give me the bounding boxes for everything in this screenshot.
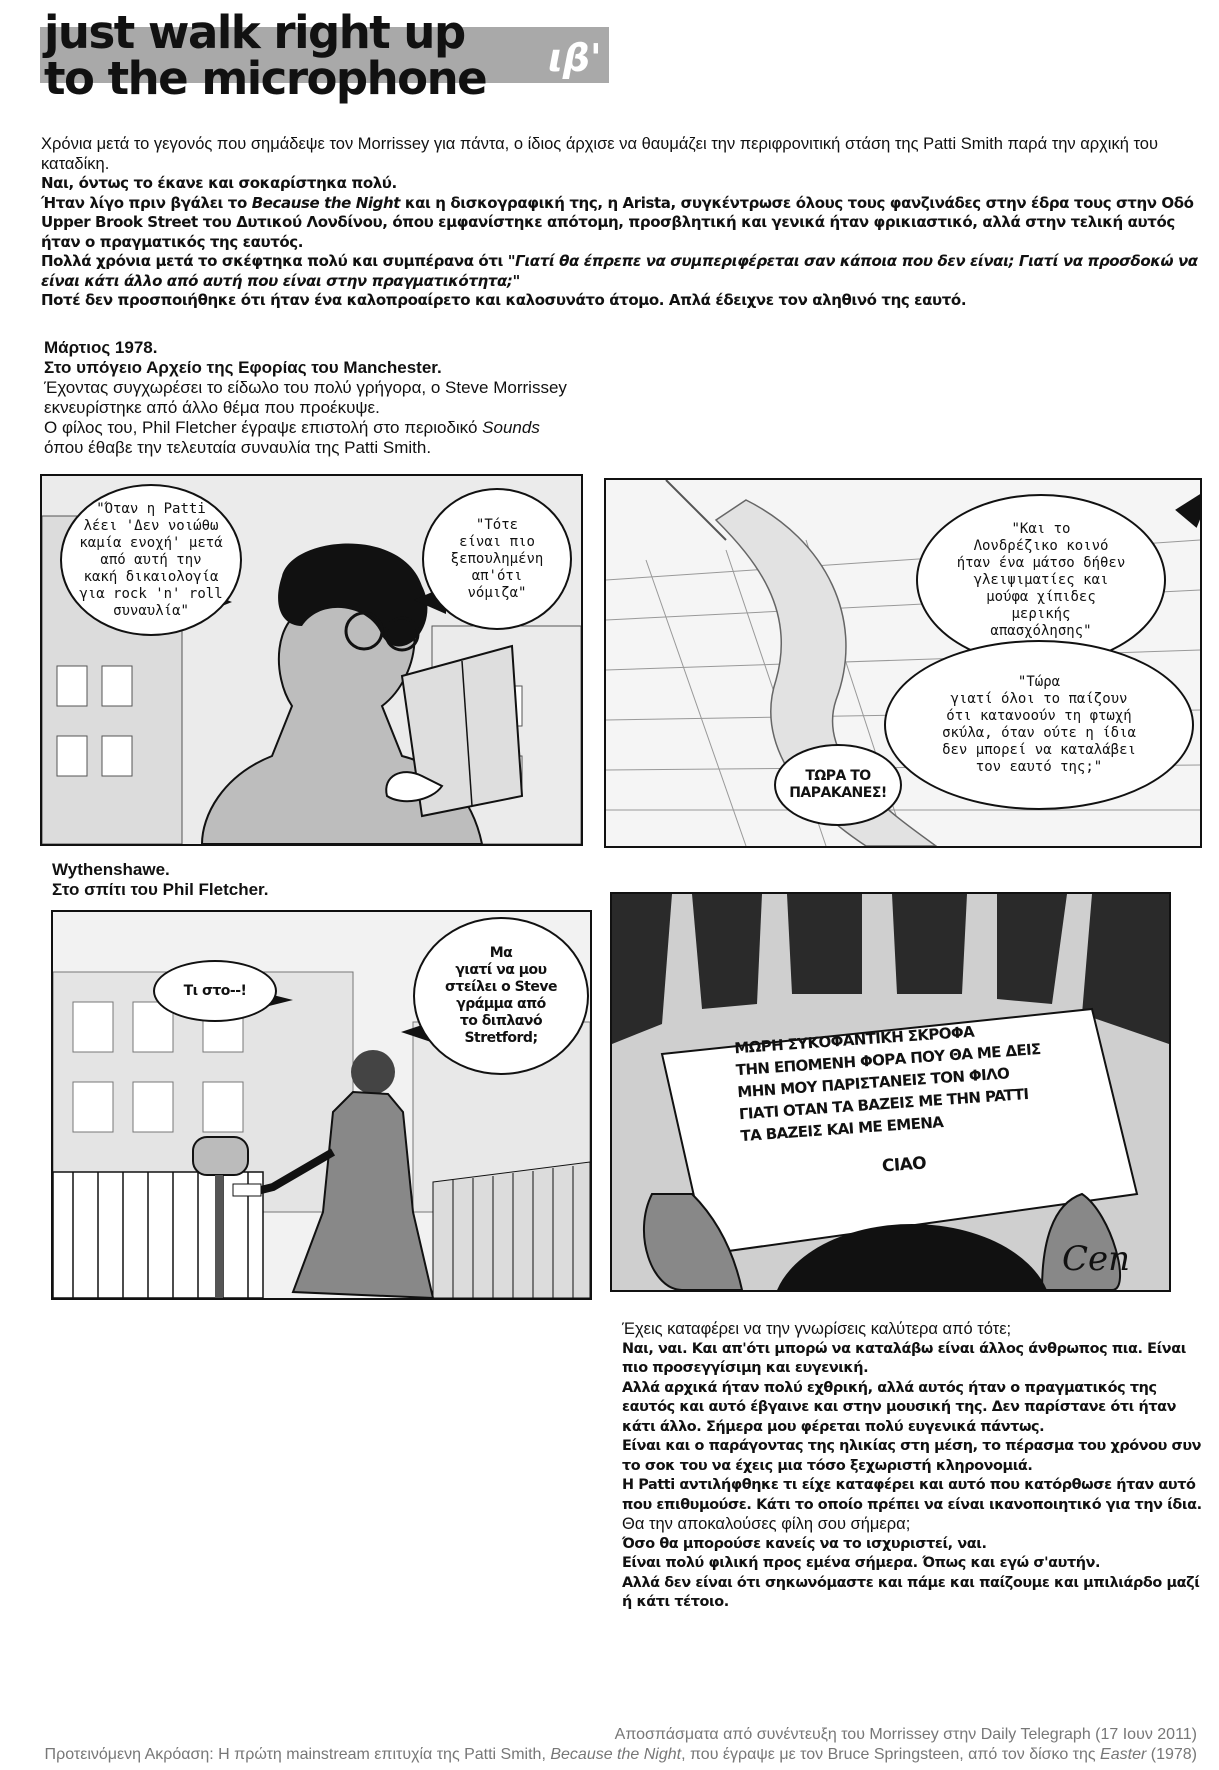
interview-text [622,1320,1207,1613]
letter-sign-off: CIAO [881,1153,927,1177]
speech-bubble-small: ΤΩΡΑ ΤΟ ΠΑΡΑΚΑΝΕΣ! [774,744,902,826]
interview-question-1: Έχεις καταφέρει να την γνωρίσεις καλύτερα από τότε; [622,1320,1012,1338]
intro-answer-2: Ήταν λίγο πριν βγάλει το Because the Night και η δισκογραφική της, η Arista, συγκέντρωσε όλους τους φανζινάδες στην έδρα τους στην Οδό Upper Brook Street του Δυτικού Λονδίνου, όπου εμφανίστηκε απότομη, προσβλητική και γενικά ήταν φρικιαστικό, αλλά στην τελική αυτός ήταν ο πραγματικός της εαυτός. [41,193,1194,251]
interview-answer-7: Αλλά δεν είναι ότι σηκωνόμαστε και πάμε και παίζουμε και μπιλιάρδο μαζί ή κάτι τέτοιο. [622,1574,1200,1610]
comic-panel-4 [610,892,1171,1292]
caption-narration-2: Ο φίλος του, Phil Fletcher έγραψε επιστολή στο περιοδικό Sounds όπου έθαβε την τελευταία συναυλία της Patti Smith. [44,418,540,457]
title-line-2: to the microphone [44,52,487,105]
caption-location: Στο υπόγειο Αρχείο της Εφορίας του Manchester. [44,358,442,377]
interview-question-2: Θα την αποκαλούσες φίλη σου σήμερα; [622,1515,911,1533]
interview-answer-4: Η Patti αντιλήφθηκε τι είχε καταφέρει και αυτό που κατόρθωσε ήταν αυτό που επιθυμούσε. Κάτι το οποίο πρέπει να είναι ικανοποιητικό για την ίδια. [622,1477,1202,1513]
caption-house: Στο σπίτι του Phil Fletcher. [52,880,269,899]
caption-wythenshawe [52,860,452,900]
artist-signature: Cen [1062,1239,1131,1279]
interview-answer-2: Αλλά αρχικά ήταν πολύ εχθρική, αλλά αυτός ήταν ο πραγματικός της εαυτός και αυτό έβγαινε και στην μουσική της. Δεν παρίστανε ότι ήταν κάτι άλλο. Σήμερα μου φέρεται πολύ ευγενικά πάντως. [622,1379,1177,1435]
intro-answer-1: Ναι, όντως το έκανε και σοκαρίστηκα πολύ. [41,174,397,192]
footer [45,1725,1197,1765]
footer-source: Αποσπάσματα από συνέντευξη του Morrissey στην Daily Telegraph (17 Ιουν 2011) [614,1726,1197,1743]
intro-text [41,135,1201,311]
letter-text: ΜΩΡΗ ΣΥΚΟΦΑΝΤΙΚΗ ΣΚΡΟΦΑ ΤΗΝ ΕΠΟΜΕΝΗ ΦΟΡΑ ΠΟΥ ΘΑ ΜΕ ΔΕΙΣ ΜΗΝ ΜΟΥ ΠΑΡΙΣΤΑΝΕΙΣ ΤΟΝ ΦΙΛΟ ΓΙΑΤΙ ΟΤΑΝ ΤΑ ΒΑΖΕΙΣ ΜΕ ΤΗΝ PATTI ΤΑ ΒΑΖΕΙΣ ΚΑΙ ΜΕ ΕΜΕΝΑ [733,1022,1042,1146]
interview-answer-1: Ναι, ναι. Και απ'ότι μπορώ να καταλάβω είναι άλλος άνθρωπος πια. Είναι πιο προσεγγίσιμη και ευγενική. [622,1340,1186,1376]
interview-answer-3: Είναι και ο παράγοντας της ηλικίας στη μέση, το πέρασμα του χρόνου συν το σοκ του να έχεις μια τόσο ξεχωριστή κληρονομιά. [622,1438,1202,1474]
speech-bubble-question: Μα γιατί να μου στείλει ο Steve γράμμα από το διπλανό Stretford; [413,917,589,1075]
intro-lead: Χρόνια μετά το γεγονός που σημάδεψε τον Morrissey για πάντα, ο ίδιος άρχισε να θαυμάζει την περιφρονιτική στάση της Patti Smith παρά την αρχική του καταδίκη. [41,135,1158,173]
intro-answer-4: Ποτέ δεν προσποιήθηκε ότι ήταν ένα καλοπροαίρετο και καλοσυνάτο άτομο. Απλά έδειχνε τον αληθινό της εαυτό. [41,291,967,309]
caption-march-1978 [44,338,584,458]
caption-date: Μάρτιος 1978. [44,338,158,357]
chapter-number: ιβ' [548,36,602,80]
speech-bubble-exclaim: Τι στο--! [153,960,277,1022]
intro-answer-3: Πολλά χρόνια μετά το σκέφτηκα πολύ και συμπέρανα ότι "Γιατί θα έπρεπε να συμπεριφέρεται σαν κάποια που δεν είναι; Γιατί να προσδοκώ να είναι κάτι άλλο από αυτή που είναι στην πραγματικότητα;" [41,252,1198,290]
comic-panel-1 [40,474,583,846]
page-title [44,6,487,105]
title-line-1: just walk right up [44,6,465,59]
caption-narration: Έχοντας συγχωρέσει το είδωλο του πολύ γρήγορα, ο Steve Morrissey εκνευρίστηκε από άλλο θέμα που προέκυψε. [44,378,567,417]
interview-answer-5: Όσο θα μπορούσε κανείς να το ισχυριστεί, ναι. [622,1535,987,1552]
footer-recommendation: Προτεινόμενη Ακρόαση: Η πρώτη mainstream επιτυχία της Patti Smith, Because the Night, που έγραψε με τον Bruce Springsteen, από τον δίσκο της Easter (1978) [44,1746,1197,1763]
caption-place: Wythenshawe. [52,860,170,879]
comic-panel-3 [51,910,592,1300]
comic-panel-2 [604,478,1202,848]
speech-bubble-middle: "Τώρα γιατί όλοι το παίζουν ότι κατανοούν τη φτωχή σκύλα, όταν ούτε η ίδια δεν μπορεί να καταλάβει τον εαυτό της;" [884,640,1194,810]
speech-bubble-right: "Τότε είναι πιο ξεπουλημένη απ'ότι νόμιζα" [422,488,572,630]
speech-bubble-top: "Και το Λονδρέζικο κοινό ήταν ένα μάτσο δήθεν γλειψιματίες και μούφα χίπιδες μερικής απασχόλησης" [916,494,1166,666]
speech-bubble-left: "Όταν η Patti λέει 'Δεν νοιώθω καμία ενοχή' μετά από αυτή την κακή δικαιολογία για rock 'n' roll συναυλία" [60,484,242,636]
interview-answer-6: Είναι πολύ φιλική προς εμένα σήμερα. Όπως και εγώ σ'αυτήν. [622,1555,1101,1571]
